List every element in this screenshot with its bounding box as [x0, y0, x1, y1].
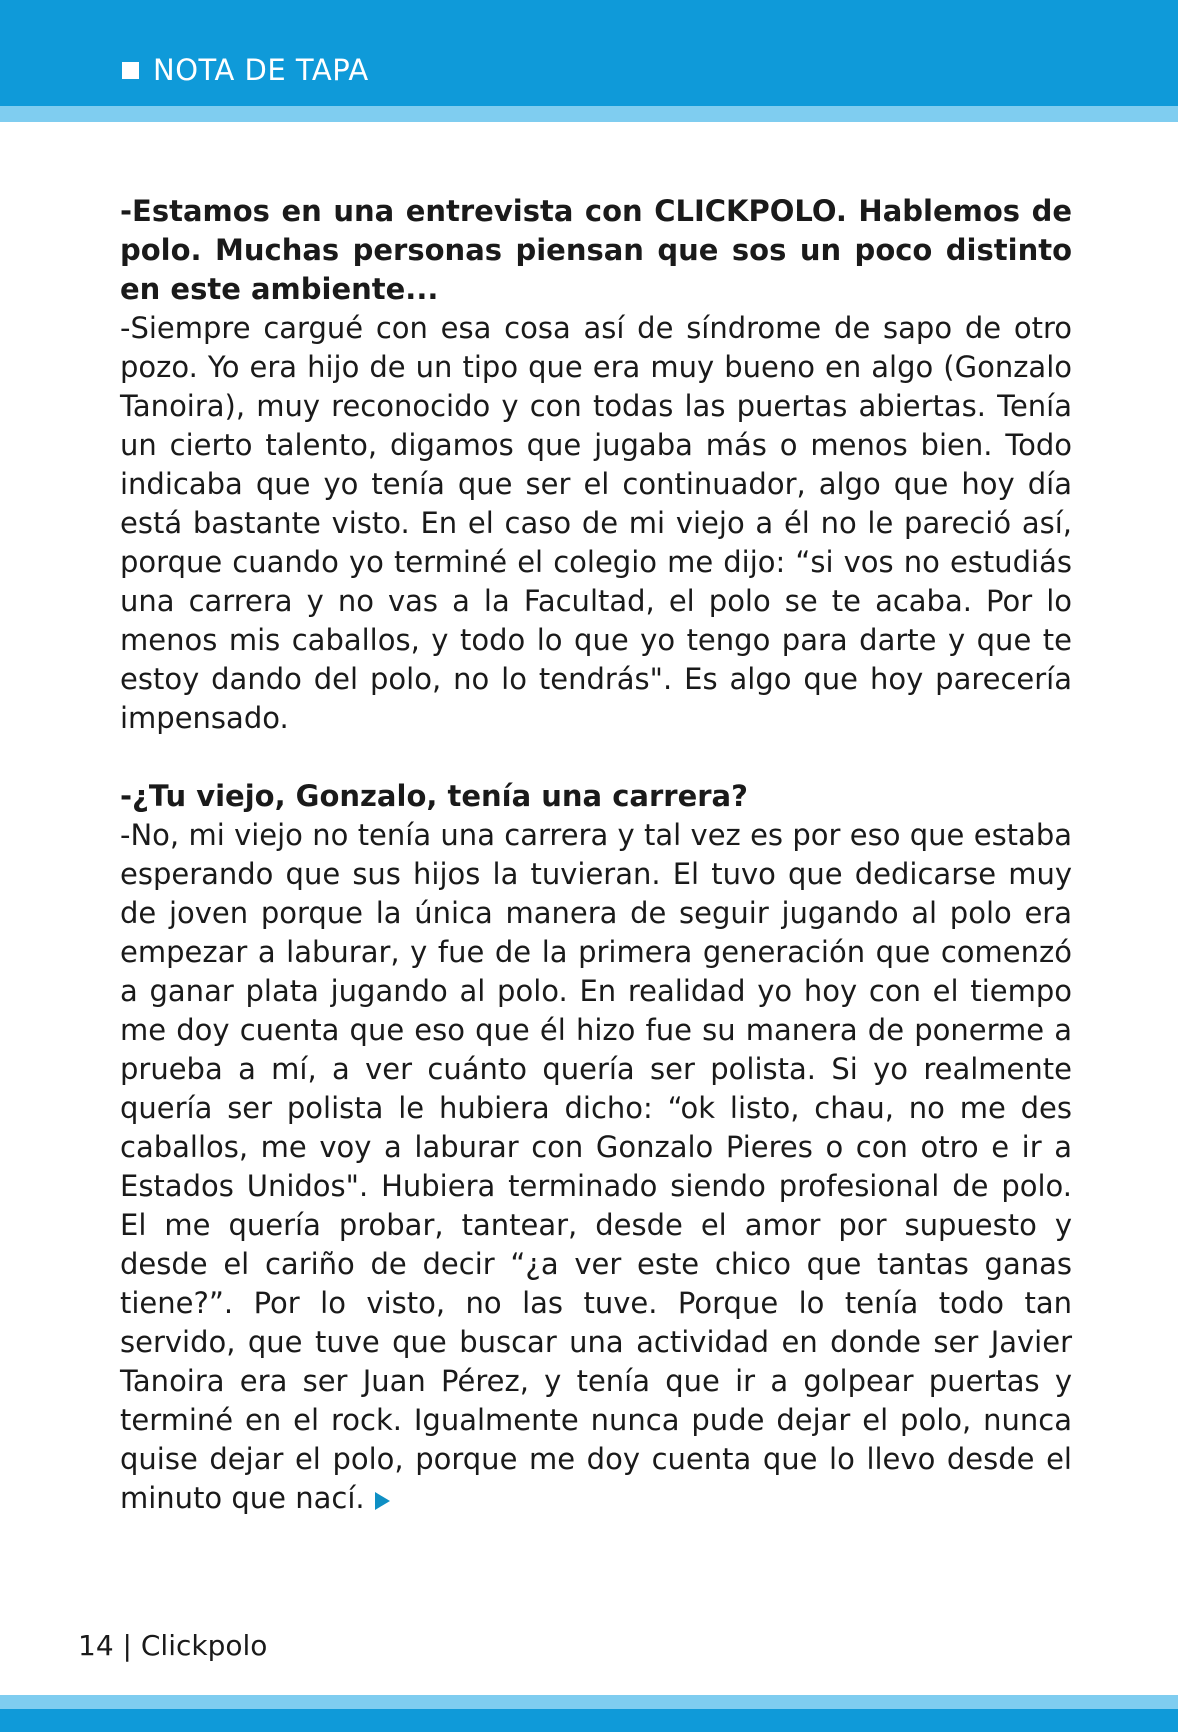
interview-answer-2-paragraph	[120, 816, 1072, 1518]
interview-answer-2: -No, mi viejo no tenía una carrera y tal vez es por eso que estaba esperando que sus hijos la tuvieran. El tuvo que dedicarse muy de joven porque la única manera de seguir jugando al polo era empezar a laburar, y fue de la primera generación que comenzó a ganar plata jugando al polo. En realidad yo hoy con el tiempo me doy cuenta que eso que él hizo fue su manera de ponerme a prueba a mí, a ver cuánto quería ser polista. Si yo realmente quería ser polista le hubiera dicho: “ok listo, chau, no me des caballos, me voy a laburar con Gonzalo Pieres o con otro e ir a Estados Unidos". Hubiera terminado siendo profesional de polo. El me quería probar, tantear, desde el amor por supuesto y desde el cariño de decir “¿a ver este chico que tantas ganas tiene?”. Por lo visto, no las tuve. Porque lo tenía todo tan servido, que tuve que buscar una actividad en donde ser Javier Tanoira era ser Juan Pérez, y tenía que ir a golpear puertas y terminé en el rock. Igualmente nunca pude dejar el polo, nunca quise dejar el polo, porque me doy cuenta que lo llevo desde el minuto que nací.	[120, 818, 1072, 1515]
footer-bar	[0, 1709, 1178, 1732]
footer-accent-strip	[0, 1695, 1178, 1709]
interview-question-1: -Estamos en una entrevista con CLICKPOLO. Hablemos de polo. Muchas personas piensan que sos un poco distinto en este ambiente...	[120, 194, 1072, 306]
header-accent-strip	[0, 106, 1178, 122]
interview-question-2: -¿Tu viejo, Gonzalo, tenía una carrera?	[120, 779, 748, 813]
section-label: NOTA DE TAPA	[153, 53, 369, 87]
article-body	[120, 192, 1072, 1518]
page-footer-label: 14 | Clickpolo	[78, 1629, 268, 1662]
square-icon	[122, 62, 139, 79]
interview-answer-1: -Siempre cargué con esa cosa así de síndrome de sapo de otro pozo. Yo era hijo de un tipo que era muy bueno en algo (Gonzalo Tanoira), muy reconocido y con todas las puertas abiertas. Tenía un cierto talento, digamos que jugaba más o menos bien. Todo indicaba que yo tenía que ser el continuador, algo que hoy día está bastante visto. En el caso de mi viejo a él no le pareció así, porque cuando yo terminé el colegio me dijo: “si vos no estudiás una carrera y no vas a la Facultad, el polo se te acaba. Por lo menos mis caballos, y todo lo que yo tengo para darte y que te estoy dando del polo, no lo tendrás". Es algo que hoy parecería impensado.	[120, 311, 1072, 735]
end-of-article-arrow-icon	[375, 1492, 390, 1510]
